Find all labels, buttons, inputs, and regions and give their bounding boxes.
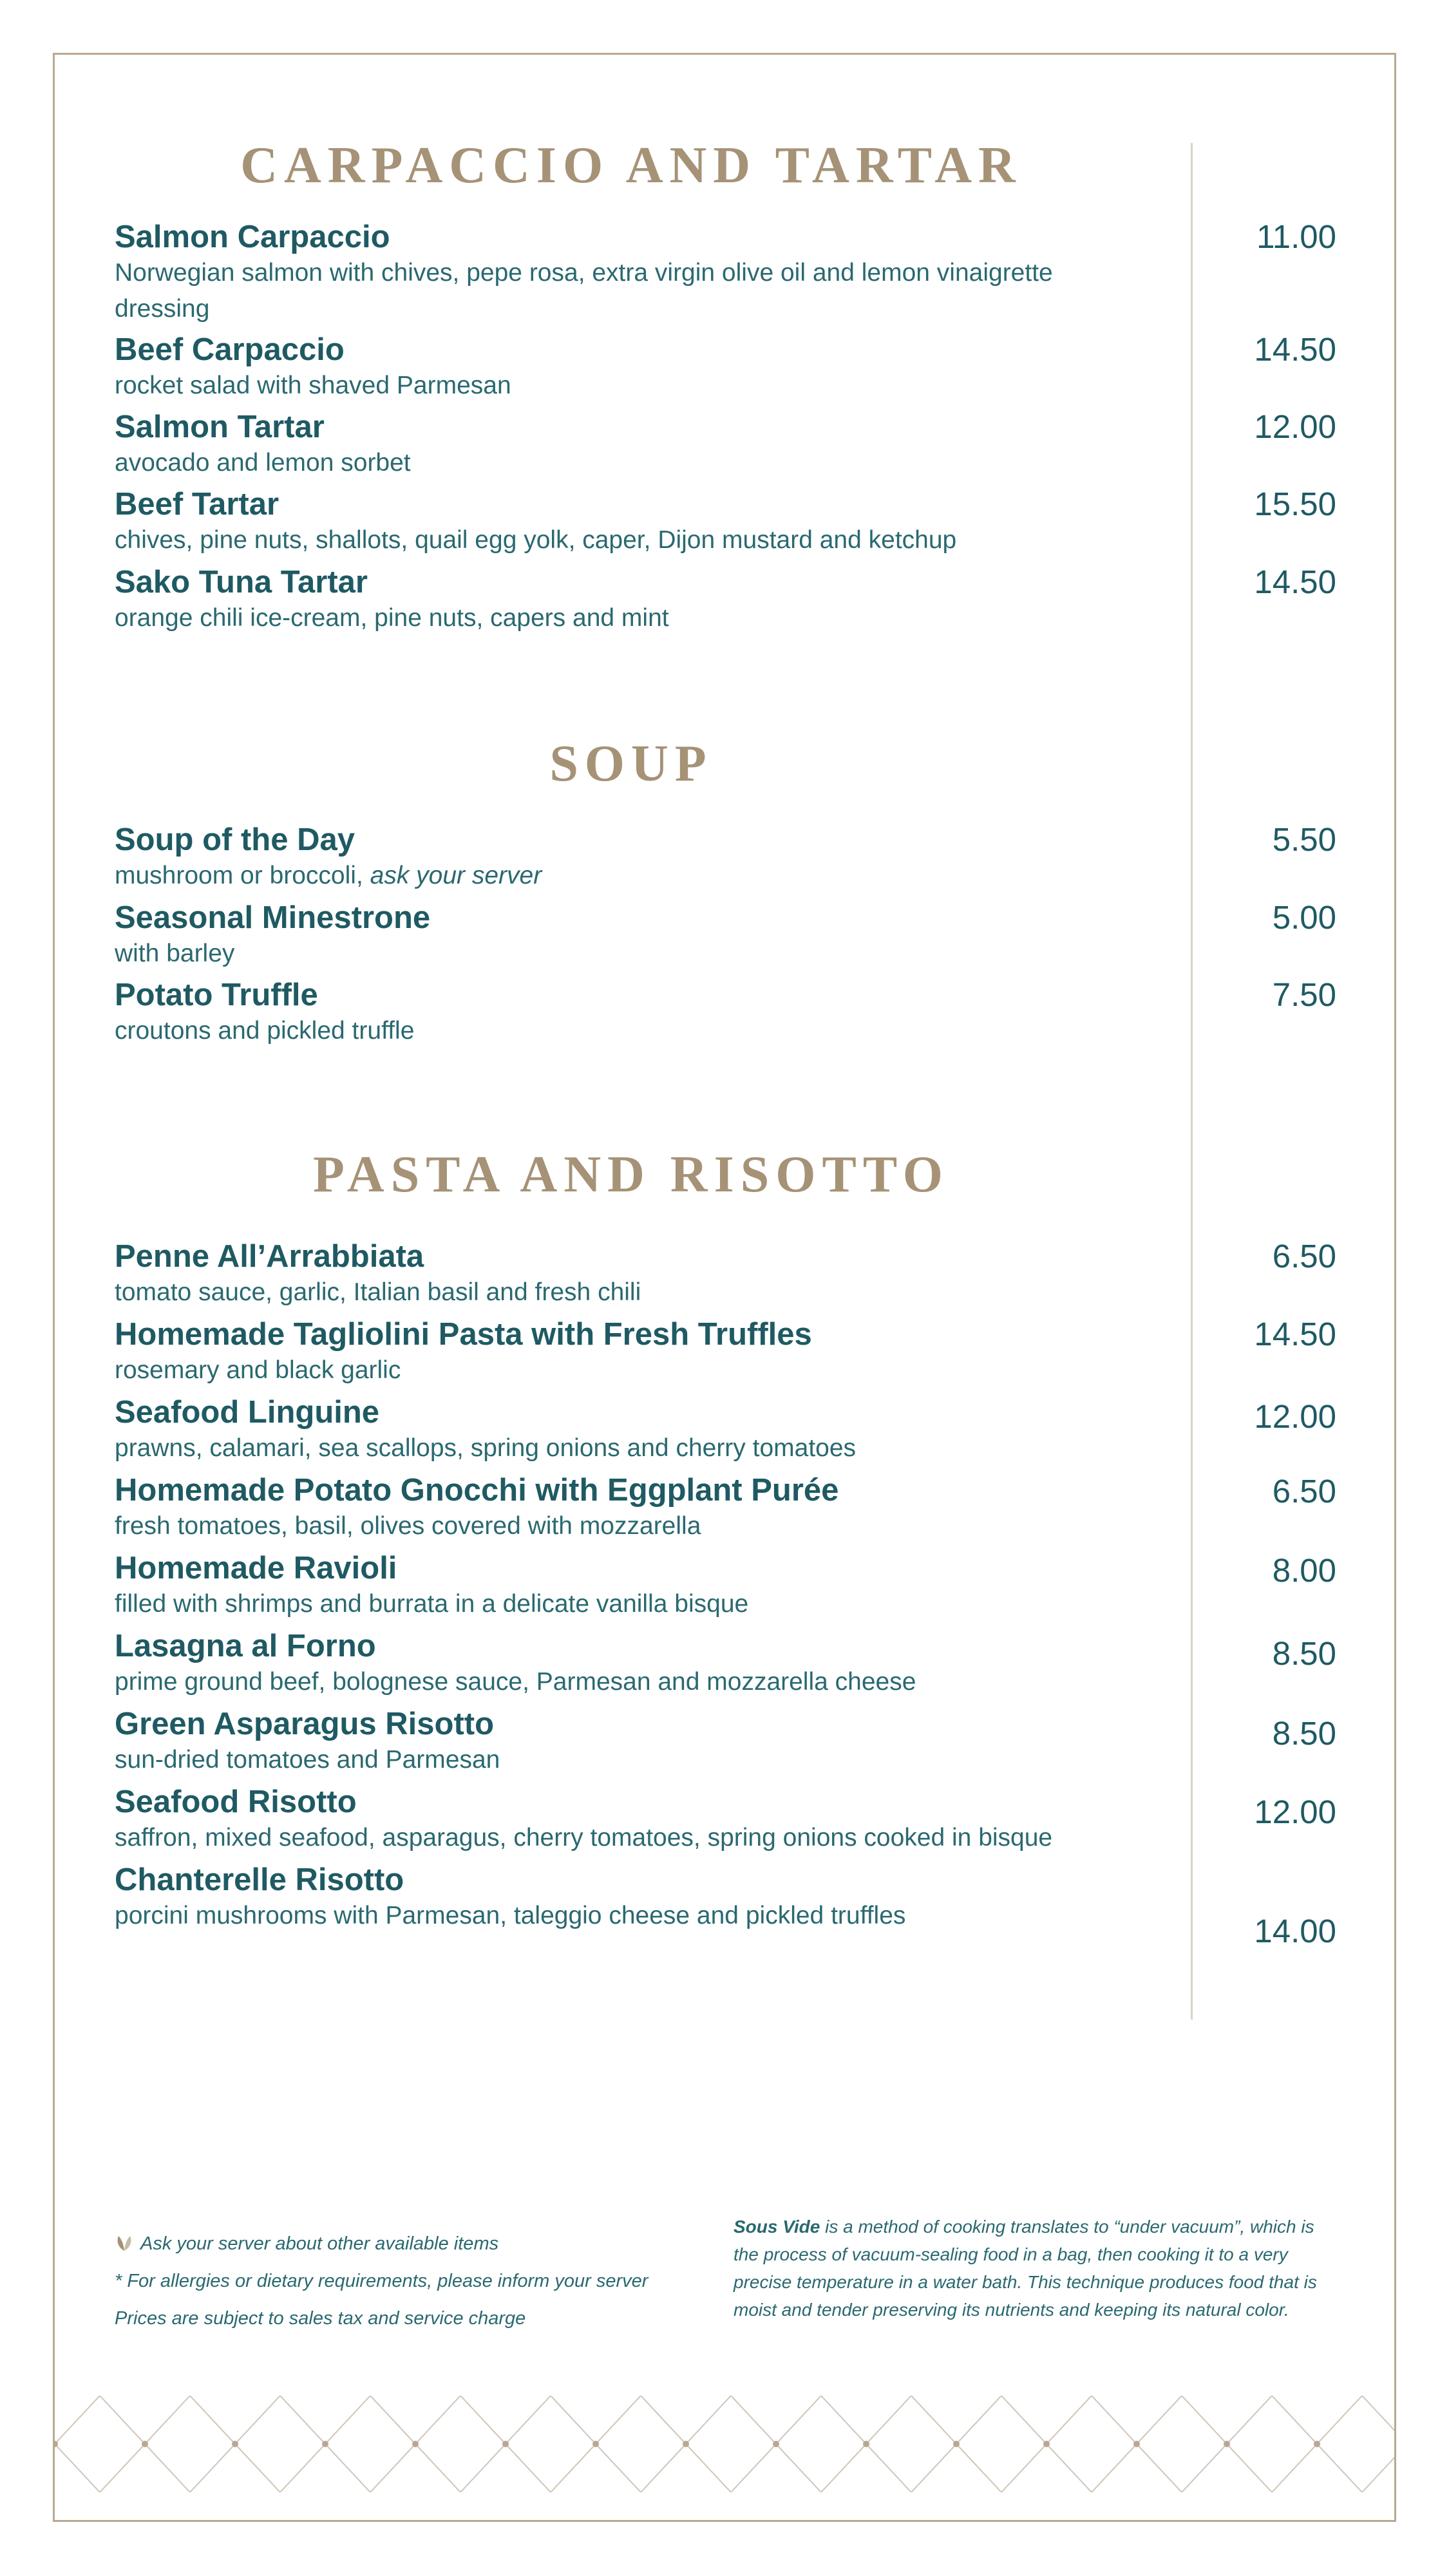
section-title-pasta-risotto: PASTA AND RISOTTO	[312, 1146, 949, 1203]
item-description: saffron, mixed seafood, asparagus, cherry tomatoes, spring onions cooked in bisque	[115, 1824, 1053, 1852]
pattern-dot	[1224, 2441, 1230, 2447]
pattern-dot	[232, 2441, 238, 2447]
pattern-dot	[1043, 2441, 1050, 2447]
menu-item	[115, 219, 1081, 327]
item-name: Lasagna al Forno	[115, 1629, 376, 1663]
item-price: 5.00	[1272, 899, 1336, 936]
item-name: Soup of the Day	[115, 822, 355, 857]
item-description: chives, pine nuts, shallots, quail egg yolk, caper, Dijon mustard and ketchup	[115, 526, 957, 554]
menu-item	[115, 822, 1197, 894]
item-name: Homemade Ravioli	[115, 1551, 397, 1586]
item-price: 14.50	[1254, 331, 1336, 368]
menu-item	[115, 486, 1197, 558]
item-name: Salmon Carpaccio	[115, 220, 390, 254]
menu-item	[115, 977, 1197, 1049]
item-price: 14.50	[1254, 1316, 1336, 1352]
item-name: Homemade Tagliolini Pasta with Fresh Truffles	[115, 1317, 812, 1352]
menu-item	[115, 1238, 1197, 1311]
item-price: 14.50	[1254, 564, 1336, 600]
item-description: rosemary and black garlic	[115, 1356, 401, 1384]
pattern-dot	[142, 2441, 148, 2447]
sous-vide-note	[734, 2213, 1339, 2324]
item-description: sun-dried tomatoes and Parmesan	[115, 1746, 500, 1774]
pattern-dot	[1133, 2441, 1140, 2447]
item-name: Salmon Tartar	[115, 410, 325, 444]
menu-item	[115, 332, 1197, 404]
item-description: rocket salad with shaved Parmesan	[115, 372, 511, 399]
item-name: Chanterelle Risotto	[115, 1862, 404, 1897]
item-price: 12.00	[1254, 1398, 1336, 1435]
pattern-dot	[683, 2441, 689, 2447]
section-title-carpaccio-tartar: CARPACCIO AND TARTAR	[240, 137, 1022, 194]
item-description: porcini mushrooms with Parmesan, taleggio cheese and pickled truffles	[115, 1902, 906, 1929]
item-price: 6.50	[1272, 1473, 1336, 1510]
item-description: fresh tomatoes, basil, olives covered with mozzarella	[115, 1512, 701, 1540]
sous-vide-term: Sous Vide	[734, 2217, 820, 2237]
menu-item	[115, 1706, 1197, 1778]
item-price: 8.50	[1272, 1715, 1336, 1752]
item-name: Beef Carpaccio	[115, 332, 345, 367]
ask-server-note	[115, 2225, 694, 2262]
item-name: Homemade Potato Gnocchi with Eggplant Purée	[115, 1473, 839, 1508]
item-price: 12.00	[1254, 1794, 1336, 1830]
item-description: avocado and lemon sorbet	[115, 449, 411, 477]
menu-item	[115, 1550, 1197, 1622]
item-price: 6.50	[1272, 1238, 1336, 1274]
item-name: Seasonal Minestrone	[115, 900, 431, 935]
menu-item	[115, 1394, 1197, 1466]
menu-item	[115, 409, 1197, 481]
pattern-dot	[592, 2441, 599, 2447]
item-name: Sako Tuna Tartar	[115, 565, 368, 600]
item-description	[115, 858, 1197, 894]
menu-item	[115, 900, 1197, 972]
item-name: Potato Truffle	[115, 978, 318, 1012]
menu-item	[115, 564, 1197, 636]
item-description: orange chili ice-cream, pine nuts, capers and mint	[115, 604, 669, 632]
item-description: tomato sauce, garlic, Italian basil and fresh chili	[115, 1278, 641, 1306]
item-price: 8.00	[1272, 1552, 1336, 1589]
item-name: Green Asparagus Risotto	[115, 1707, 495, 1741]
pattern-dot	[1314, 2441, 1320, 2447]
item-name: Seafood Linguine	[115, 1395, 380, 1430]
item-description-italic: ask your server	[370, 862, 542, 889]
pattern-dot	[502, 2441, 509, 2447]
item-name: Penne All’Arrabbiata	[115, 1239, 424, 1274]
item-price: 12.00	[1254, 408, 1336, 445]
item-price: 15.50	[1254, 486, 1336, 522]
pattern-dot	[863, 2441, 869, 2447]
decorative-diamond-pattern	[55, 2396, 1394, 2492]
menu-item	[115, 1862, 1197, 1934]
item-price: 5.50	[1272, 821, 1336, 858]
pattern-dot	[773, 2441, 779, 2447]
ask-server-text: Ask your server about other available items	[140, 2233, 499, 2254]
menu-item	[115, 1784, 1197, 1856]
item-description: prawns, calamari, sea scallops, spring onions and cherry tomatoes	[115, 1434, 857, 1462]
menu-item	[115, 1316, 1197, 1388]
item-description: croutons and pickled truffle	[115, 1017, 415, 1045]
menu-item	[115, 1472, 1197, 1544]
leaf-icon	[115, 2233, 134, 2252]
menu-item	[115, 1628, 1197, 1700]
allergies-note: * For allergies or dietary requirements, please inform your server	[115, 2271, 649, 2291]
sous-vide-text: is a method of cooking translates to “under vacuum”, which is the process of vacuum-sealing food in a bag, then cooking it to a very precise temperature in a water bath. This technique produces food that is moist and tender preserving its nutrients and keeping its natural color.	[734, 2217, 1317, 2320]
tax-note: Prices are subject to sales tax and service charge	[115, 2308, 526, 2329]
item-description-text: mushroom or broccoli,	[115, 862, 370, 889]
item-description: with barley	[115, 940, 235, 967]
pattern-dot	[322, 2441, 328, 2447]
item-description: filled with shrimps and burrata in a delicate vanilla bisque	[115, 1590, 749, 1618]
item-price: 8.50	[1272, 1635, 1336, 1672]
item-price: 14.00	[1254, 1913, 1336, 1949]
footer-notes	[115, 2225, 694, 2337]
section-title-soup: SOUP	[549, 735, 713, 792]
pattern-lines	[55, 2396, 1394, 2492]
item-name: Seafood Risotto	[115, 1785, 357, 1819]
item-price: 7.50	[1272, 976, 1336, 1013]
item-name: Beef Tartar	[115, 487, 279, 522]
item-description: Norwegian salmon with chives, pepe rosa, extra virgin olive oil and lemon vinaigrette dressing	[115, 259, 1053, 323]
pattern-dot	[412, 2441, 419, 2447]
item-price: 11.00	[1256, 218, 1336, 255]
pattern-dot	[953, 2441, 960, 2447]
item-description: prime ground beef, bolognese sauce, Parmesan and mozzarella cheese	[115, 1668, 916, 1696]
